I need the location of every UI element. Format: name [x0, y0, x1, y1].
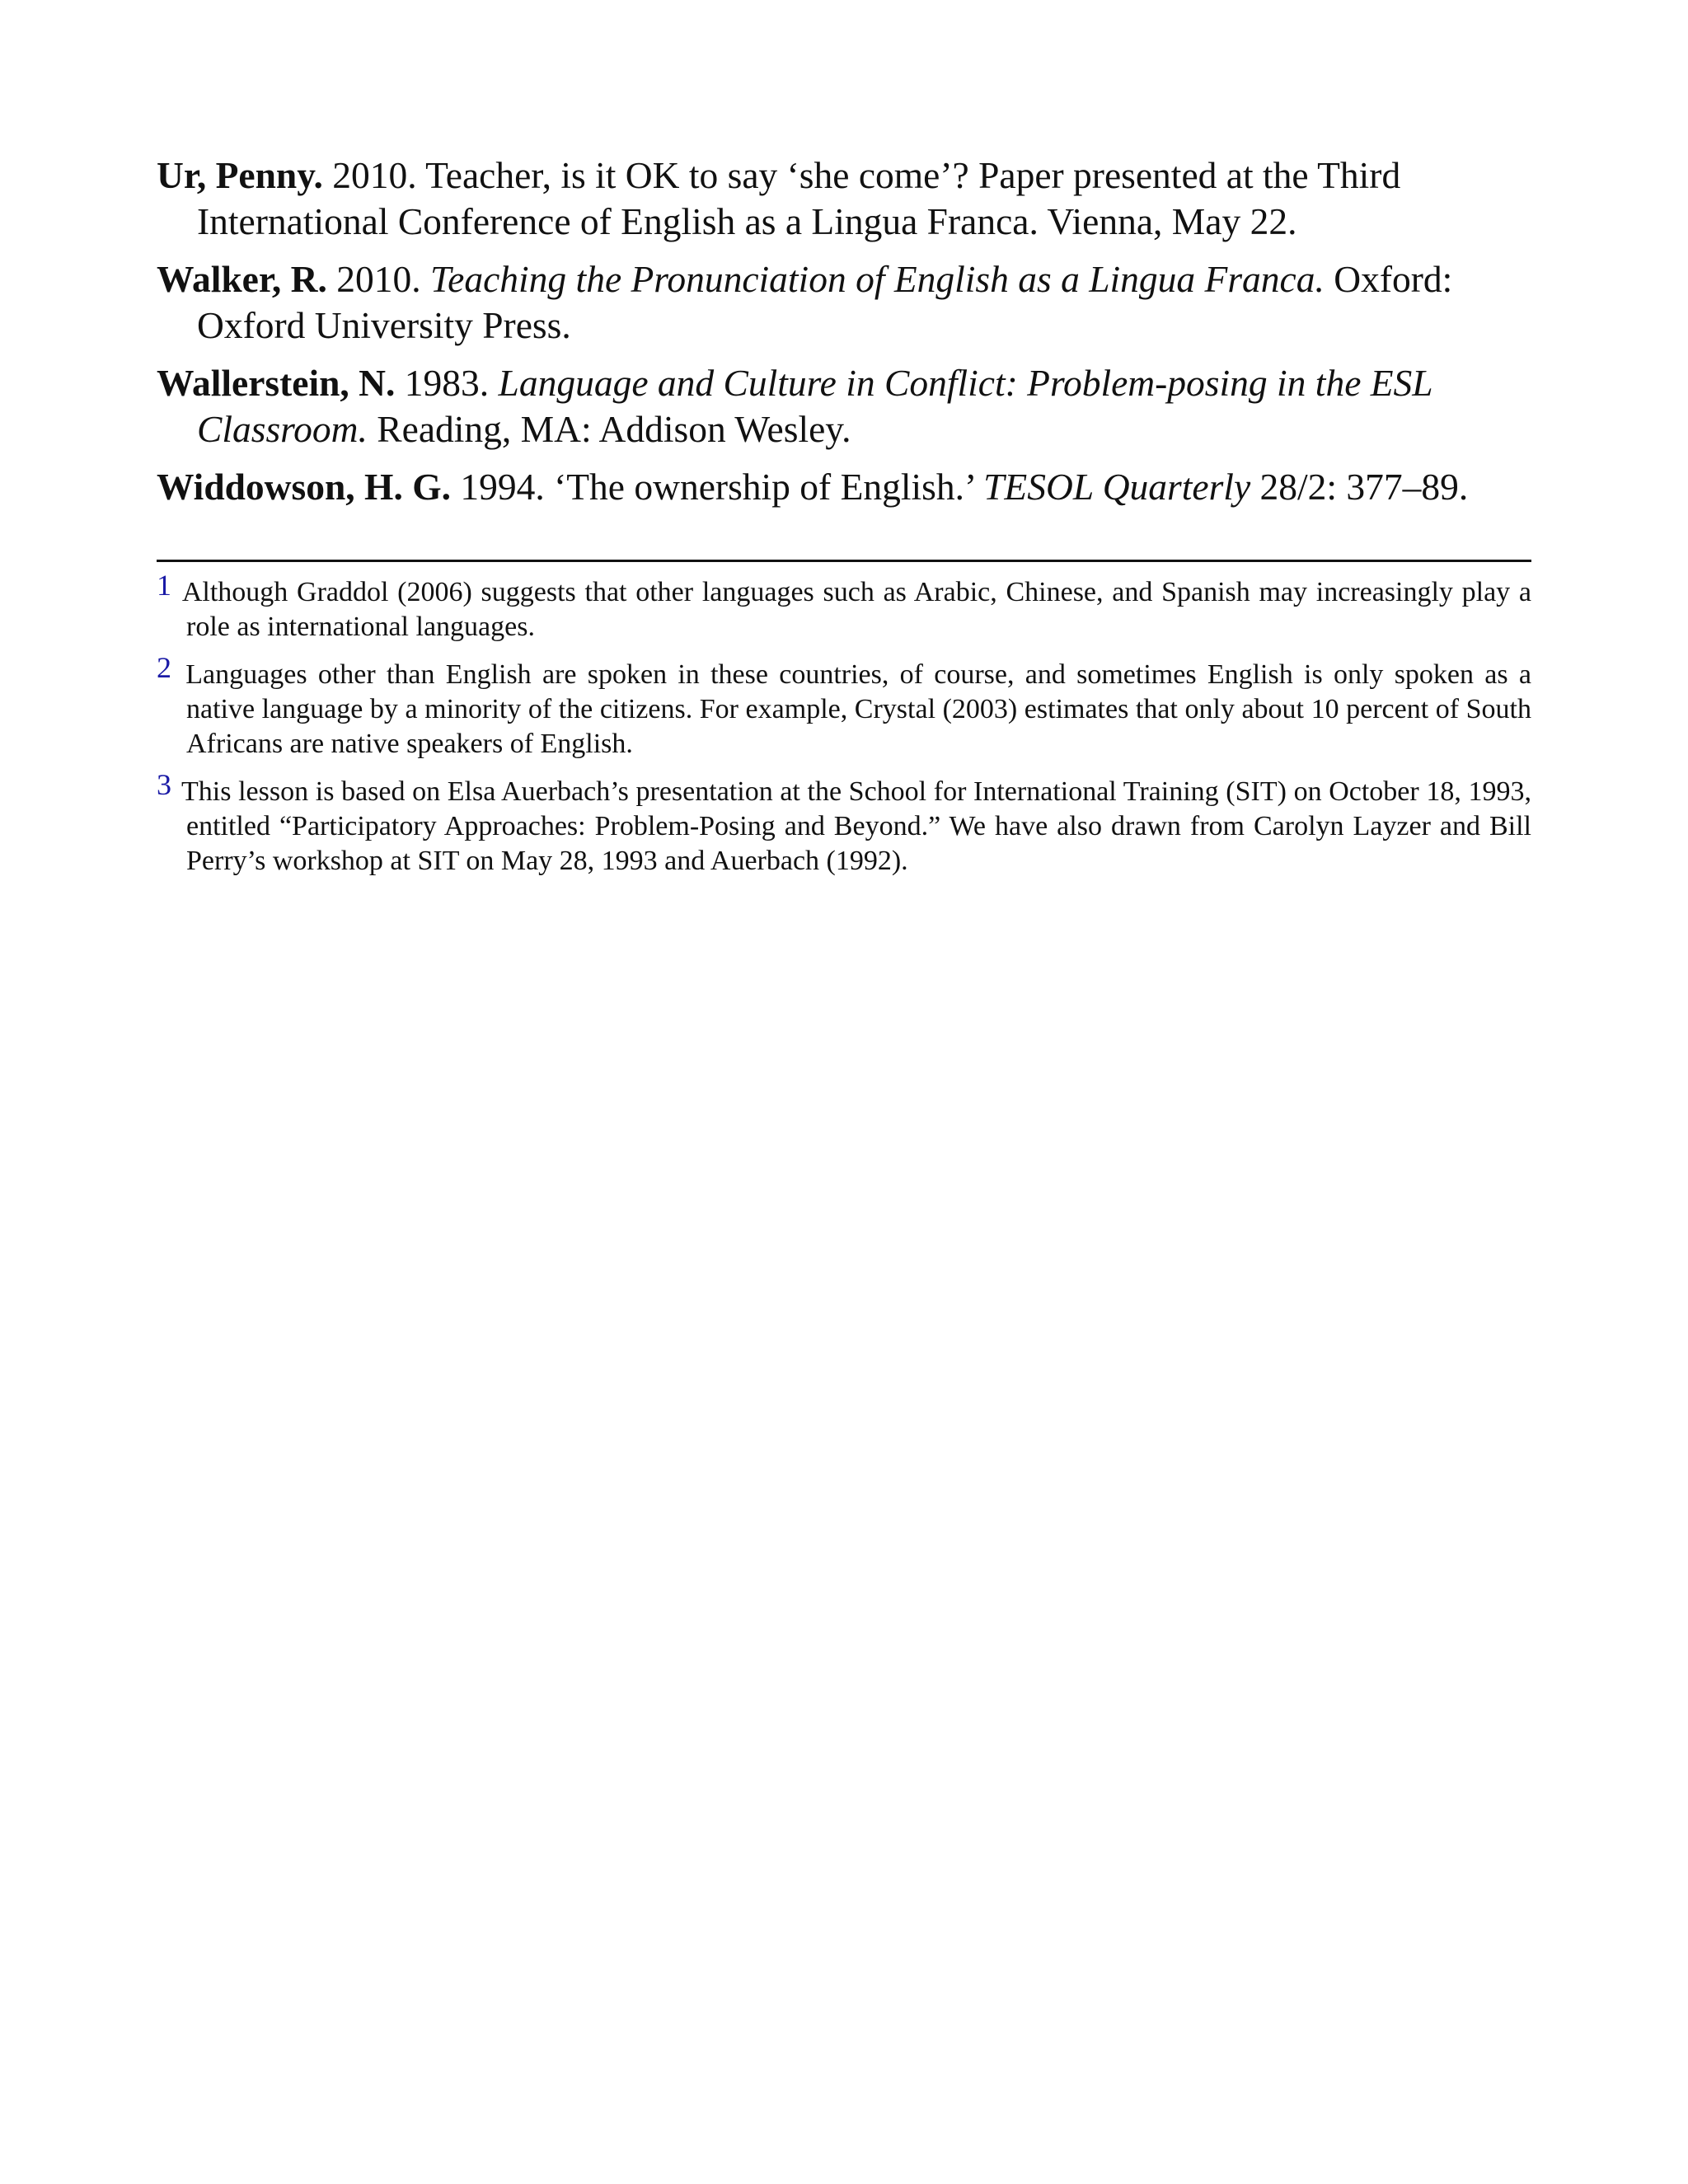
footnotes — [157, 569, 1532, 879]
reference-author: Wallerstein, N. — [157, 362, 396, 404]
reference-text: Teacher, is it OK to say ‘she come’? Paper presented at the Third International Conference of English as a Lingua Franca. Vienna, May 22. — [197, 154, 1401, 242]
reference-volume-pages: 28/2: 377–89. — [1259, 466, 1469, 508]
footnote-text: This lesson is based on Elsa Auerbach’s presentation at the School for International Training (SIT) on October 18, 1993, entitled “Participatory Approaches: Problem-Posing and Beyond.” We have also drawn from Carolyn Layzer and Bill Perry’s workshop at SIT on May 28, 1993 and Auerbach (1992). — [181, 776, 1531, 876]
reference-entry — [157, 360, 1531, 452]
document-page — [157, 152, 1531, 890]
reference-year: 2010. — [336, 258, 421, 300]
reference-publisher: Reading, MA: Addison Wesley. — [377, 408, 851, 450]
reference-text: ‘The ownership of English.’ — [554, 466, 974, 508]
reference-year: 1983. — [404, 362, 490, 404]
footnote-text: Languages other than English are spoken in these countries, of course, and sometimes English is only spoken as a native language by a minority of the citizens. For example, Crystal (2003) estimates that only about 10 percent of South Africans are native speakers of English. — [185, 659, 1531, 759]
footnote-mark[interactable]: 2 — [157, 651, 171, 684]
footnote-mark[interactable]: 3 — [157, 768, 171, 801]
reference-author: Walker, R. — [157, 258, 327, 300]
reference-journal: TESOL Quarterly — [983, 466, 1251, 508]
reference-entry — [157, 256, 1531, 349]
reference-author: Ur, Penny. — [157, 154, 323, 196]
reference-list — [157, 152, 1531, 510]
footnote-text: Although Graddol (2006) suggests that other languages such as Arabic, Chinese, and Spanish may increasingly play a role as international languages. — [181, 577, 1532, 642]
footnote-mark[interactable]: 1 — [157, 569, 171, 602]
reference-entry — [157, 152, 1531, 245]
footnote — [157, 569, 1532, 644]
reference-author: Widdowson, H. G. — [157, 466, 451, 508]
footnote — [157, 768, 1531, 879]
reference-title: Teaching the Pronunciation of English as a Lingua Franca. — [430, 258, 1325, 300]
reference-year: 1994. — [460, 466, 545, 508]
footnote-divider — [157, 560, 1531, 562]
reference-title: Language and Culture in Conflict: Problem-posing in the ESL Classroom. — [197, 362, 1432, 450]
footnote — [157, 651, 1531, 762]
reference-publisher: Oxford: Oxford University Press. — [197, 258, 1453, 346]
reference-entry — [157, 464, 1531, 510]
reference-year: 2010. — [332, 154, 417, 196]
